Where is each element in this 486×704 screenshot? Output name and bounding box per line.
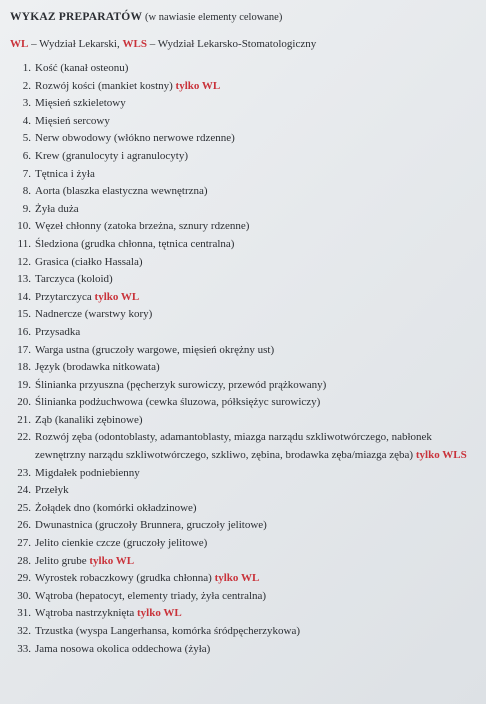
list-item [0, 166, 486, 184]
item-name: Krew (granulocyty i agranulocyty) [35, 149, 189, 162]
specimen-list [0, 60, 486, 658]
item-name: Mięsień szkieletowy [35, 97, 126, 110]
item-number: 20. [17, 396, 31, 409]
item-name: Jelito grube [35, 554, 87, 567]
item-name: Wyrostek robaczkowy (grudka chłonna) [35, 572, 212, 585]
list-item [0, 465, 486, 483]
item-text-wrapper [35, 236, 234, 254]
item-number: 5. [22, 132, 31, 145]
item-number: 17. [17, 343, 31, 356]
list-item [0, 236, 486, 254]
list-item [0, 289, 486, 307]
item-name: Tarczyca (koloid) [35, 273, 113, 286]
item-name: Ślinianka podżuchwowa (cewka śluzowa, półksiężyc surowiczy) [35, 396, 321, 409]
item-number: 12. [17, 255, 31, 268]
list-item [0, 95, 486, 113]
item-name: Przełyk [35, 484, 69, 497]
item-name: Rozwój kości (mankiet kostny) [35, 79, 173, 92]
item-number: 24. [17, 484, 31, 497]
item-number: 16. [17, 325, 31, 338]
list-item [0, 148, 486, 166]
faculty-restriction-note: tylko WL [175, 79, 221, 92]
item-name: Ślinianka przyuszna (pęcherzyk surowiczy, przewód prążkowany) [35, 378, 327, 391]
item-name: Przysadka [35, 325, 81, 338]
list-item [0, 78, 486, 96]
list-item [0, 218, 486, 236]
title-main: WYKAZ PREPARATÓW [10, 11, 143, 23]
list-item [0, 482, 486, 500]
item-text-wrapper [35, 623, 300, 641]
item-number: 31. [17, 607, 31, 620]
list-item [0, 201, 486, 219]
item-name: Grasica (ciałko Hassala) [35, 255, 143, 268]
item-number: 28. [17, 554, 31, 567]
item-name: Aorta (blaszka elastyczna wewnętrzna) [35, 185, 208, 198]
list-item [0, 553, 486, 571]
item-name: Żyła duża [35, 202, 79, 215]
item-text-wrapper [35, 254, 143, 272]
item-text-wrapper [35, 78, 220, 96]
item-number: 19. [17, 378, 31, 391]
item-text-wrapper [35, 535, 207, 553]
item-number: 15. [17, 308, 31, 321]
item-name: Jama nosowa okolica oddechowa (żyła) [35, 642, 211, 655]
legend-wls-code: WLS [122, 38, 147, 50]
item-number: 23. [17, 466, 31, 479]
item-text-wrapper [35, 271, 113, 289]
list-item [0, 500, 486, 518]
item-number: 30. [17, 589, 31, 602]
legend-wl-code: WL [10, 38, 29, 50]
list-item [0, 535, 486, 553]
item-number: 26. [17, 519, 31, 532]
item-text-wrapper [35, 377, 326, 395]
item-number: 4. [22, 114, 31, 127]
list-item [0, 342, 486, 360]
item-name: Warga ustna (gruczoły wargowe, mięsień okrężny ust) [35, 343, 275, 356]
item-number: 8. [22, 185, 31, 198]
item-number: 6. [22, 149, 31, 162]
item-number: 29. [17, 572, 31, 585]
item-text-wrapper [35, 482, 69, 500]
item-text-wrapper [35, 201, 79, 219]
item-text-wrapper [35, 289, 139, 307]
item-text-wrapper [35, 500, 197, 518]
item-name: Kość (kanał osteonu) [35, 62, 129, 74]
list-item [0, 359, 486, 377]
list-item [0, 113, 486, 131]
item-text-wrapper [35, 166, 95, 184]
list-item [0, 130, 486, 148]
item-name: Ząb (kanaliki zębinowe) [35, 413, 143, 426]
item-number: 33. [17, 642, 31, 655]
item-number: 3. [22, 97, 31, 110]
item-text-wrapper [35, 517, 267, 535]
item-number: 9. [22, 202, 31, 215]
item-text-wrapper [35, 183, 208, 201]
item-text-wrapper [35, 148, 188, 166]
list-item [0, 271, 486, 289]
item-text-wrapper [35, 605, 182, 623]
list-item [0, 254, 486, 272]
list-item [0, 394, 486, 412]
item-text-wrapper [35, 429, 480, 464]
item-text-wrapper [35, 394, 320, 412]
faculty-legend [10, 38, 316, 50]
faculty-restriction-note: tylko WL [137, 607, 182, 620]
item-name: Trzustka (wyspa Langerhansa, komórka śródpęcherzykowa) [35, 625, 301, 637]
item-name: Wątroba (hepatocyt, elementy triady, żyła centralna) [35, 589, 267, 602]
list-item [0, 588, 486, 606]
item-name: Śledziona (grudka chłonna, tętnica centralna) [35, 237, 235, 250]
item-text-wrapper [35, 641, 210, 659]
item-text-wrapper [35, 113, 110, 131]
list-item [0, 641, 486, 659]
item-name: Język (brodawka nitkowata) [35, 361, 160, 374]
item-number: 2. [22, 79, 31, 92]
legend-wls-description: – Wydział Lekarsko-Stomatologiczny [149, 38, 317, 50]
item-text-wrapper [35, 95, 126, 113]
list-item [0, 570, 486, 588]
item-text-wrapper [35, 324, 80, 342]
item-number: 14. [17, 290, 31, 303]
faculty-restriction-note: tylko WL [214, 572, 260, 585]
item-name: Wątroba nastrzyknięta [35, 607, 135, 620]
item-name: Przytarczyca [35, 290, 92, 303]
document-title [10, 11, 282, 23]
item-number: 1. [22, 62, 31, 74]
title-note: (w nawiasie elementy celowane) [145, 12, 283, 23]
item-name: Węzeł chłonny (zatoka brzeżna, sznury rdzenne) [35, 220, 250, 233]
list-item [0, 306, 486, 324]
item-number: 7. [22, 167, 31, 180]
item-name: Mięsień sercowy [35, 114, 110, 127]
item-text-wrapper [35, 130, 235, 148]
item-name: Tętnica i żyła [35, 167, 95, 180]
list-item [0, 377, 486, 395]
list-item [0, 517, 486, 535]
item-name: Rozwój zęba (odontoblasty, adamantoblasty, miazga narządu szkliwotwórczego, nabłonek zewnętrzny narządu szkliwotwórczego, szkliwo, zębina, brodawka zęba/miazga zęba) [35, 431, 432, 462]
legend-wl-description: – Wydział Lekarski, [31, 38, 120, 50]
item-number: 13. [17, 273, 31, 286]
item-name: Nerw obwodowy (włókno nerwowe rdzenne) [35, 132, 235, 145]
item-text-wrapper [35, 306, 152, 324]
item-text-wrapper [35, 342, 274, 360]
item-number: 22. [17, 431, 31, 444]
item-number: 27. [17, 537, 31, 550]
item-number: 10. [17, 220, 31, 233]
list-item [0, 183, 486, 201]
item-text-wrapper [35, 412, 143, 430]
item-name: Migdałek podniebienny [35, 466, 140, 479]
faculty-restriction-note: tylko WLS [415, 449, 467, 462]
faculty-restriction-note: tylko WL [94, 290, 140, 303]
item-text-wrapper [35, 588, 266, 606]
item-text-wrapper [35, 218, 249, 236]
item-name: Jelito cienkie czcze (gruczoły jelitowe) [35, 537, 208, 550]
list-item [0, 60, 486, 78]
faculty-restriction-note: tylko WL [89, 554, 135, 567]
item-text-wrapper [35, 359, 160, 377]
list-item [0, 623, 486, 641]
item-number: 25. [17, 501, 31, 514]
list-item [0, 412, 486, 430]
item-number: 18. [17, 361, 31, 374]
item-number: 21. [17, 413, 31, 426]
item-text-wrapper [35, 60, 128, 78]
item-text-wrapper [35, 570, 259, 588]
item-name: Dwunastnica (gruczoły Brunnera, gruczoły jelitowe) [35, 519, 267, 532]
list-item [0, 429, 486, 464]
item-name: Nadnercze (warstwy kory) [35, 308, 153, 321]
list-item [0, 324, 486, 342]
item-number: 11. [17, 237, 31, 250]
item-name: Żołądek dno (komórki okładzinowe) [35, 501, 197, 514]
item-text-wrapper [35, 465, 140, 483]
item-number: 32. [17, 625, 31, 637]
item-text-wrapper [35, 553, 134, 571]
list-item [0, 605, 486, 623]
